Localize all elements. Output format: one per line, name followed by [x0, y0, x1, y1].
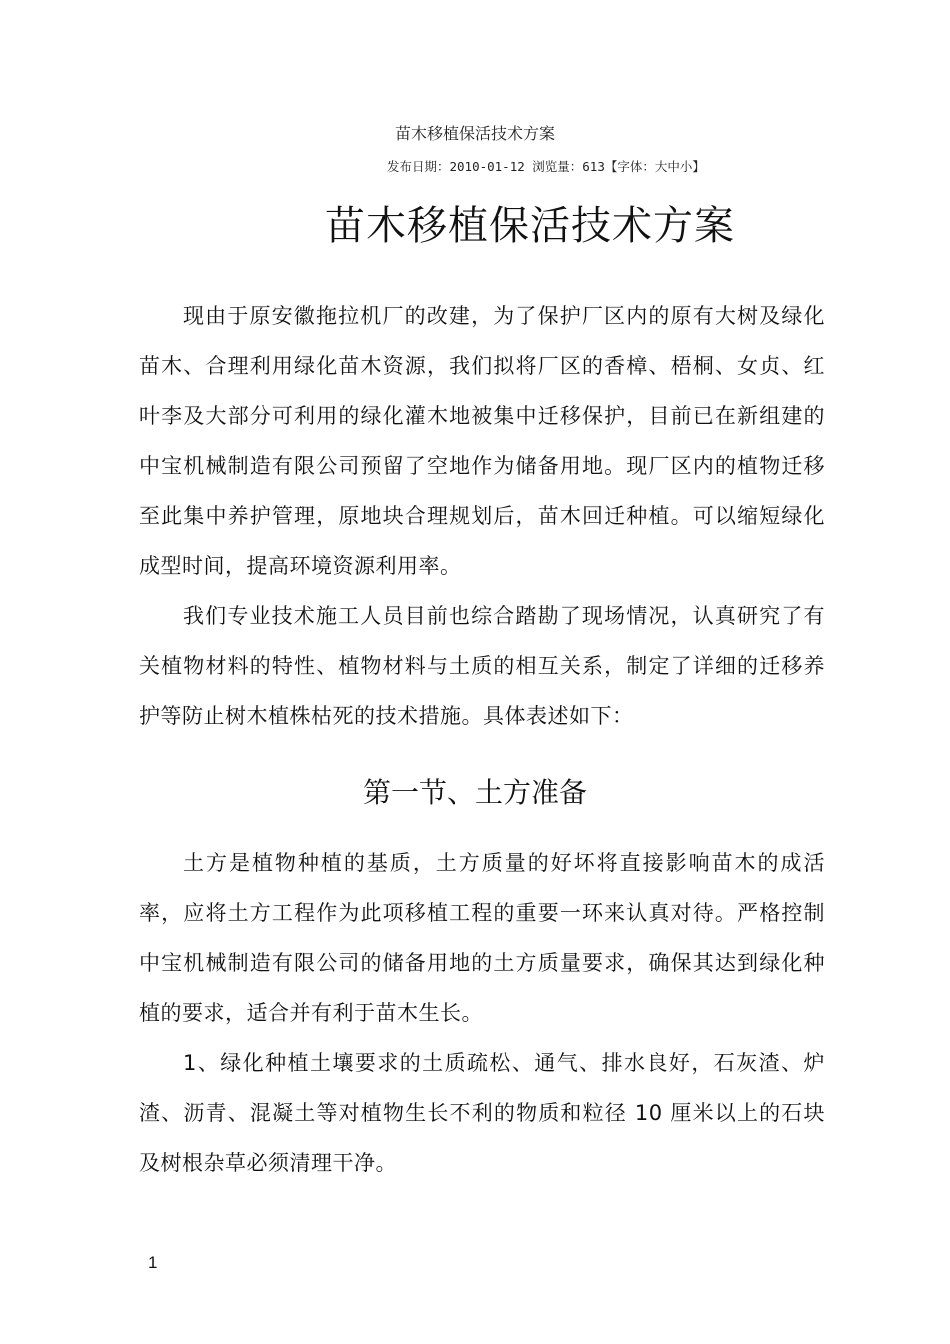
header-title: 苗木移植保活技术方案	[394, 124, 555, 143]
main-title: 苗木移植保活技术方案	[325, 203, 735, 249]
intro-paragraph: 我们专业技术施工人员目前也综合踏勘了现场情况，认真研究了有关植物材料的特性、植物材料与土质的相互关系，制定了详细的迁移养护等防止树木植株枯死的技术措施。具体表述如下：	[139, 604, 825, 728]
page-number: 1	[148, 1253, 158, 1272]
section-paragraph: 土方是植物种植的基质，土方质量的好坏将直接影响苗木的成活率，应将土方工程作为此项移植工程的重要一环来认真对待。严格控制中宝机械制造有限公司的储备用地的土方质量要求，确保其达到绿化种植的要求，适合并有利于苗木生长。	[139, 851, 825, 1025]
section-paragraph: 1、绿化种植土壤要求的土质疏松、通气、排水良好，石灰渣、炉渣、沥青、混凝土等对植物生长不利的物质和粒径 10 厘米以上的石块及树根杂草必须清理干净。	[139, 1051, 825, 1175]
intro-paragraph: 现由于原安徽拖拉机厂的改建，为了保护厂区内的原有大树及绿化苗木、合理利用绿化苗木资源，我们拟将厂区的香樟、梧桐、女贞、红叶李及大部分可利用的绿化灌木地被集中迁移保护，目前已在新组建的中宝机械制造有限公司预留了空地作为储备用地。现厂区内的植物迁移至此集中养护管理，原地块合理规划后，苗木回迁种植。可以缩短绿化成型时间，提高环境资源利用率。	[139, 304, 825, 578]
section-heading: 第一节、土方准备	[362, 776, 587, 809]
publish-meta: 发布日期：2010-01-12 浏览量：613【字体：大中小】	[387, 159, 705, 174]
